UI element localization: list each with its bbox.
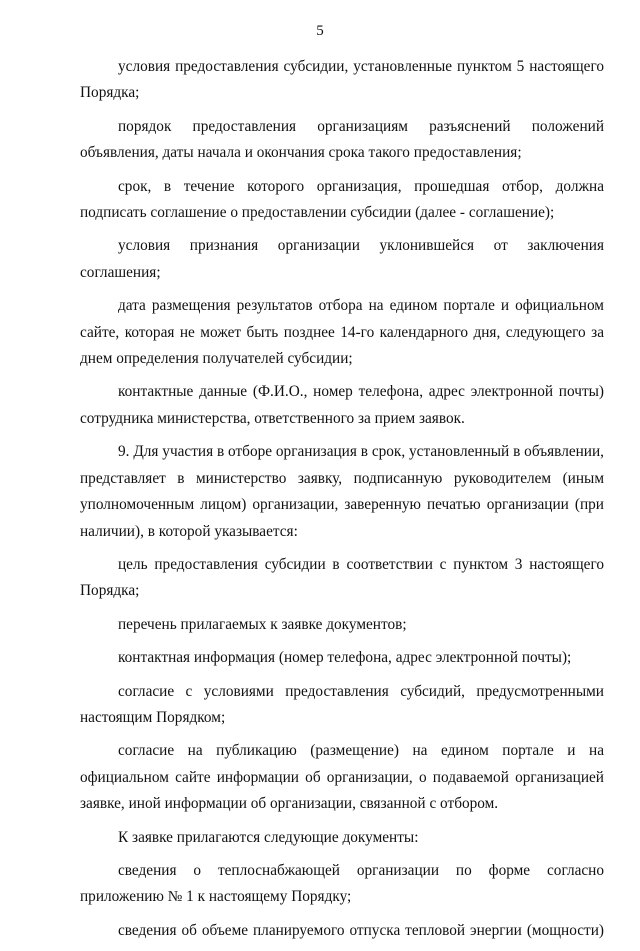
paragraph: срок, в течение которого организация, прошедшая отбор, должна подписать соглашение о предоставлении субсидии (далее - соглашение); bbox=[80, 177, 604, 222]
paragraph: условия предоставления субсидии, установленные пунктом 5 настоящего Порядка; bbox=[80, 58, 604, 102]
paragraph: условия признания организации уклонившейся от заключения соглашения; bbox=[80, 237, 604, 281]
paragraph: 9. Для участия в отборе организация в срок, установленный в объявлении, представляет в министерство заявку, подписанную руководителем (иным уполномоченным лицом) организации, заверенную печатью организации (при наличии), в которой указывается: bbox=[80, 443, 604, 540]
paragraph: цель предоставления субсидии в соответствии с пунктом 3 настоящего Порядка; bbox=[80, 555, 604, 600]
paragraph: К заявке прилагаются следующие документы: bbox=[118, 828, 419, 846]
paragraph: согласие на публикацию (размещение) на едином портале и на официальном сайте информации об организации, о подаваемой организацией заявке, иной информации об организации, связанной с отбором. bbox=[80, 742, 604, 813]
document-body bbox=[80, 54, 604, 951]
paragraph: контактные данные (Ф.И.О., номер телефона, адрес электронной почты) сотрудника министерства, ответственного за прием заявок. bbox=[80, 383, 604, 427]
paragraph: согласие с условиями предоставления субсидий, предусмотренными настоящим Порядком; bbox=[80, 682, 604, 726]
paragraph: перечень прилагаемых к заявке документов; bbox=[118, 615, 407, 633]
paragraph: сведения об объеме планируемого отпуска тепловой энергии (мощности) bbox=[118, 921, 604, 939]
paragraph: контактная информация (номер телефона, адрес электронной почты); bbox=[118, 649, 572, 667]
page-number: 5 bbox=[316, 23, 324, 39]
paragraph: сведения о теплоснабжающей организации по форме согласно приложению № 1 к настоящему Порядку; bbox=[80, 861, 604, 906]
paragraph: дата размещения результатов отбора на едином портале и официальном сайте, которая не может быть позднее 14-го календарного дня, следующего за днем определения получателей субсидии; bbox=[80, 297, 604, 368]
paragraph: порядок предоставления организациям разъяснений положений объявления, даты начала и окончания срока такого предоставления; bbox=[80, 117, 604, 162]
